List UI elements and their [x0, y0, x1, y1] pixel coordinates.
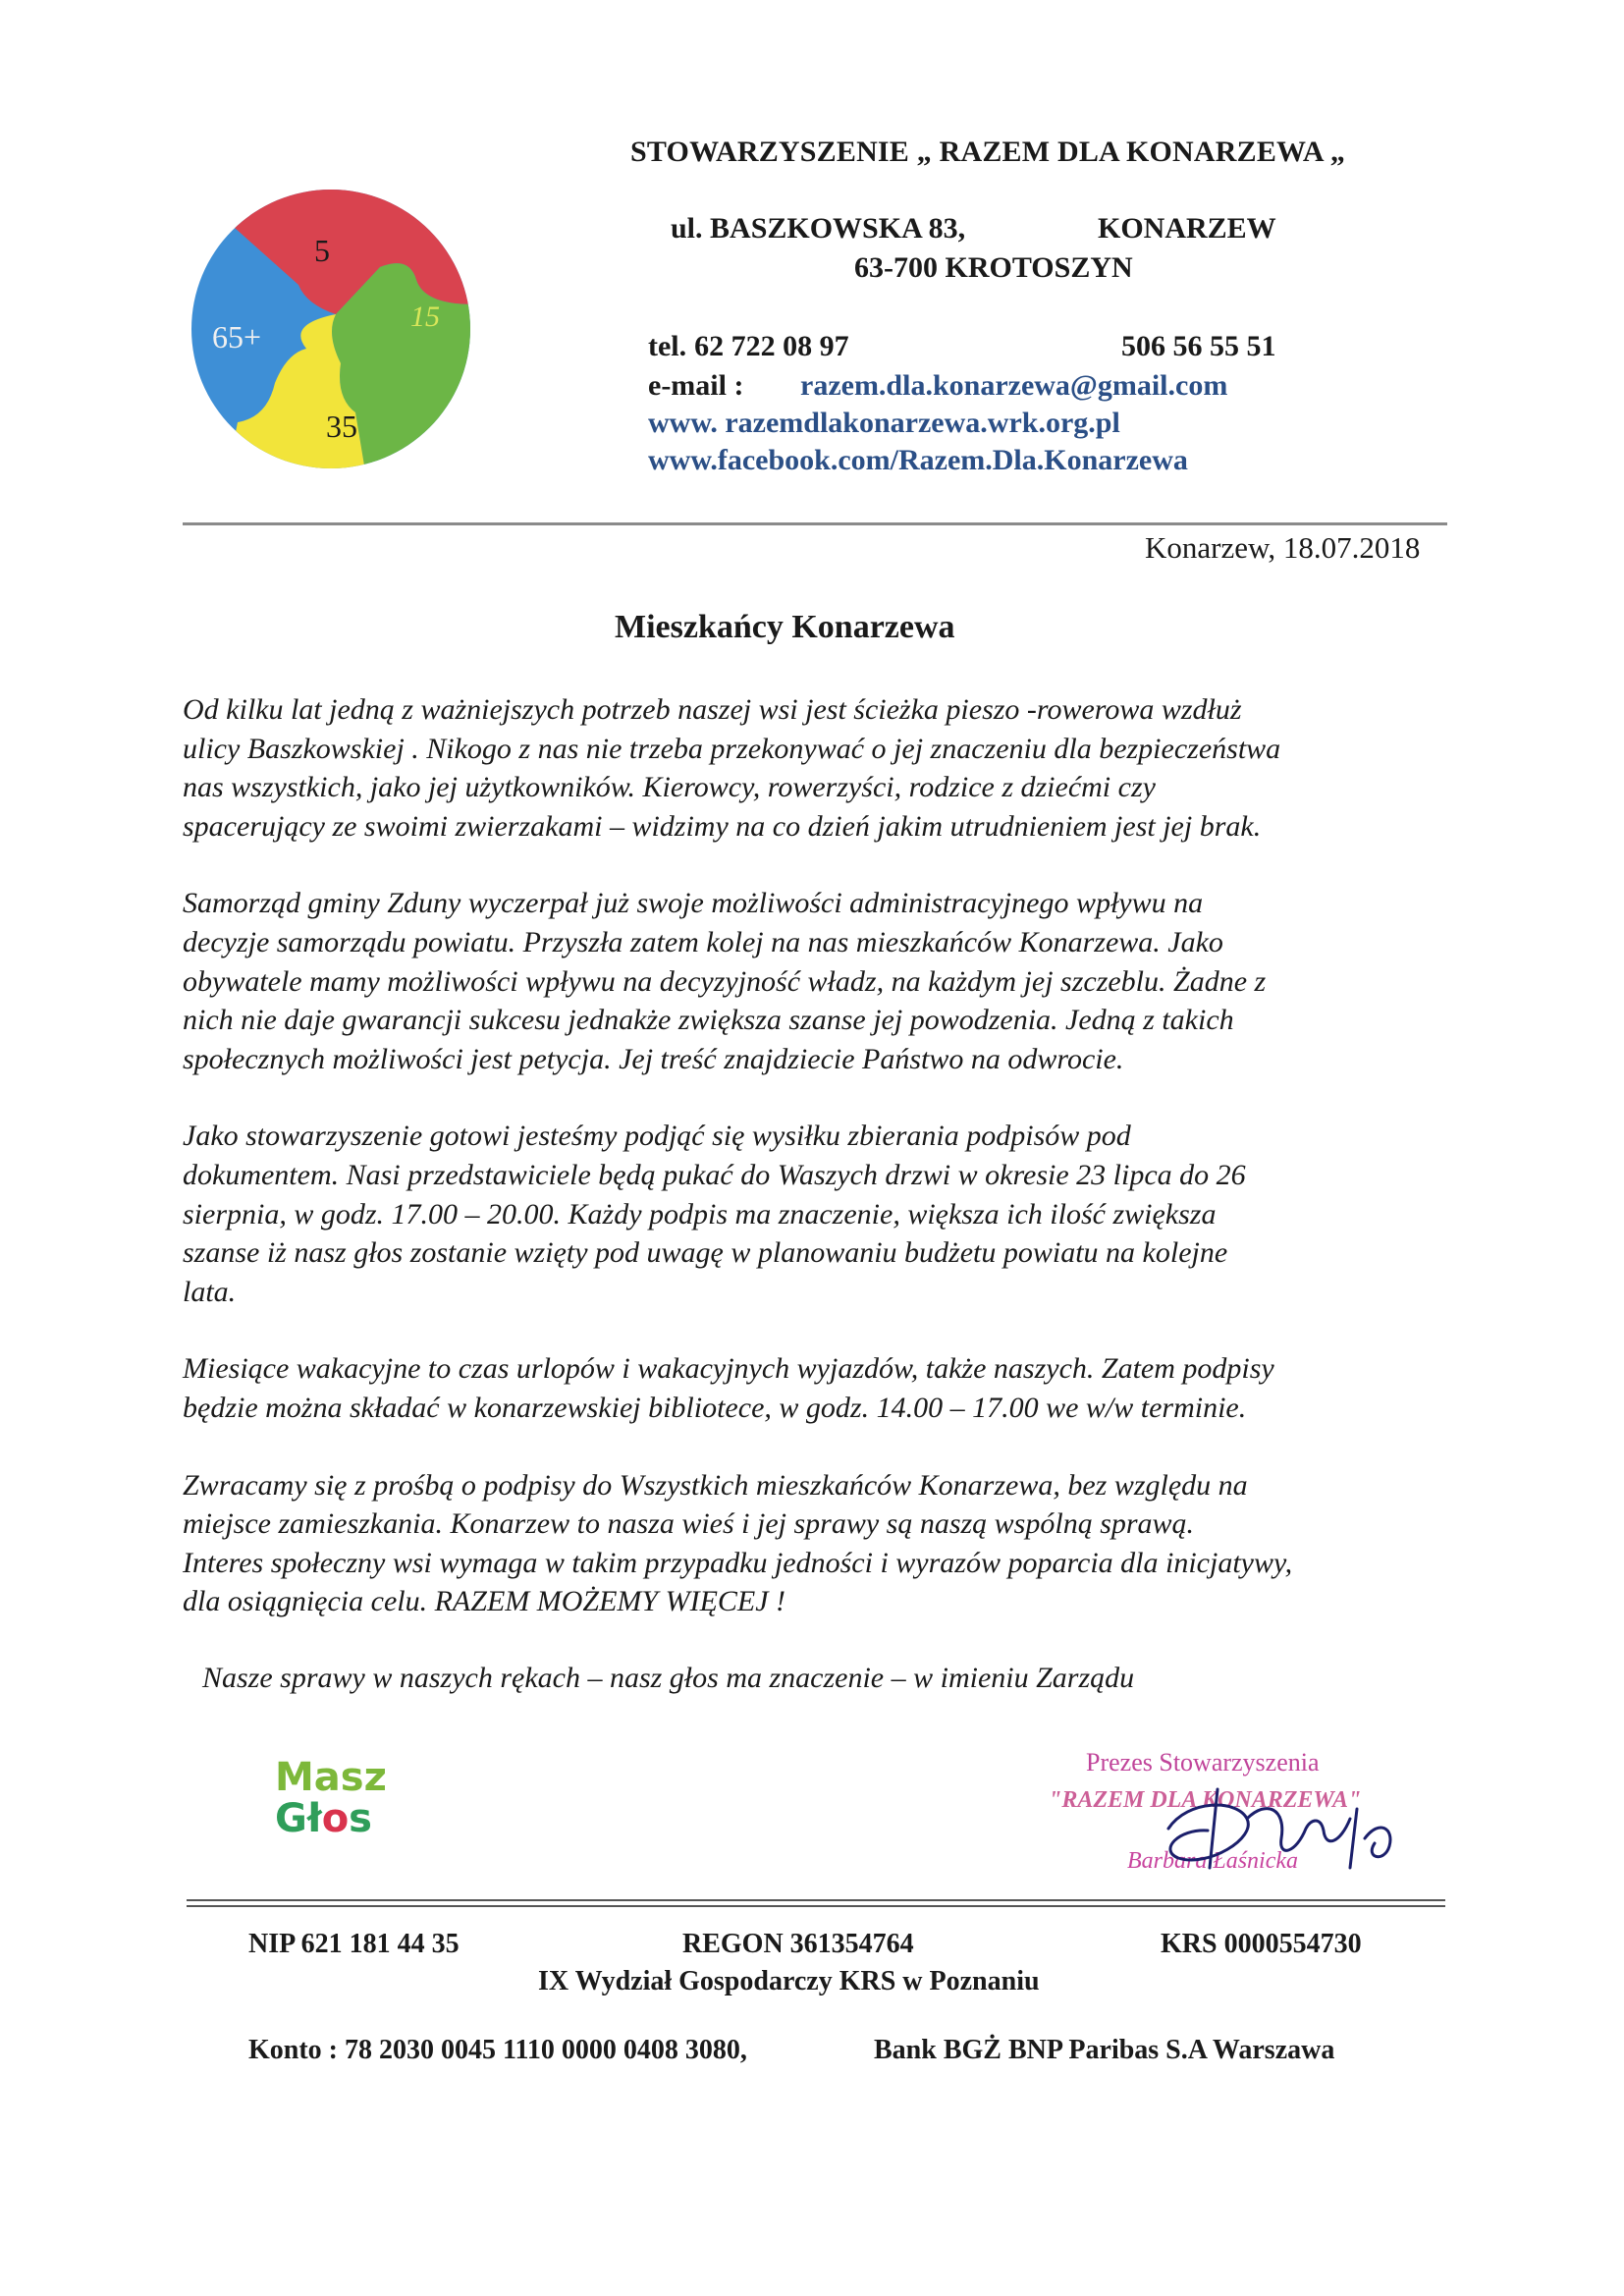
place-and-date: Konarzew, 18.07.2018	[1145, 530, 1421, 565]
facebook-link[interactable]: www.facebook.com/Razem.Dla.Konarzewa	[648, 444, 1188, 476]
website-link[interactable]: www. razemdlakonarzewa.wrk.org.pl	[648, 407, 1120, 439]
registry-court: IX Wydział Gospodarczy KRS w Poznaniu	[538, 1966, 1040, 1996]
nip-number: NIP 621 181 44 35	[248, 1929, 460, 1959]
telephone-label: tel.	[648, 330, 687, 362]
telephone-line	[648, 330, 849, 363]
email-label: e-mail :	[648, 369, 744, 402]
regon-number: REGON 361354764	[682, 1929, 914, 1959]
paragraph-5: Zwracamy się z prośbą o podpisy do Wszystkich mieszkańców Konarzewa, bez względu na miejsce zamieszkania. Konarzew to nasza wieś i jej sprawy są naszą wspólną sprawą. Interes społeczny wsi wymaga w takim przypadku jedności i wyrazów poparcia dla inicjatywy, dla osiągnięcia celu. RAZEM MOŻEMY WIĘCEJ !	[183, 1468, 1293, 1618]
bank-name: Bank BGŻ BNP Paribas S.A Warszawa	[874, 2035, 1335, 2065]
logo-label-5: 5	[314, 233, 330, 268]
association-name: STOWARZYSZENIE „ RAZEM DLA KONARZEWA „	[630, 136, 1346, 168]
stamp-person: Barbara Łaśnicka	[1127, 1848, 1298, 1874]
logo-label-15: 15	[410, 301, 440, 333]
paragraph-4: Miesiące wakacyjne to czas urlopów i wakacyjnych wyjazdów, także naszych. Zatem podpisy będzie można składać w konarzewskiej bibliotece, w godz. 14.00 – 17.00 we w/w terminie.	[183, 1352, 1274, 1424]
logo-label-35: 35	[326, 409, 357, 444]
address-postal: 63-700 KROTOSZYN	[854, 251, 1133, 284]
paragraph-1: Od kilku lat jedną z ważniejszych potrzeb naszej wsi jest ścieżka pieszo -rowerowa wzdłuż ulicy Baszkowskiej . Nikogo z nas nie trzeba przekonywać o jej znaczeniu dla bezpieczeństwa nas wszystkich, jako jej użytkowników. Kierowcy, rowerzyści, rodzice z dziećmi czy spacerujący ze swoimi zwierzakami – widzimy na co dzień jakim utrudnieniem jest jej brak.	[183, 693, 1281, 843]
bank-account: Konto : 78 2030 0045 1110 0000 0408 3080,	[248, 2035, 747, 2065]
telephone-mobile: 506 56 55 51	[1121, 330, 1276, 362]
telephone-landline: 62 722 08 97	[694, 330, 849, 362]
masz-glos-line2: Głos	[275, 1796, 372, 1841]
krs-number: KRS 0000554730	[1161, 1929, 1362, 1959]
letter-salutation: Mieszkańcy Konarzewa	[615, 609, 955, 645]
masz-glos-line1: Masz	[275, 1755, 387, 1800]
stamp-association: "RAZEM DLA KONARZEWA"	[1049, 1787, 1362, 1813]
address-street: ul. BASZKOWSKA 83,	[671, 212, 966, 245]
paragraph-2: Samorząd gminy Zduny wyczerpał już swoje możliwości administracyjnego wpływu na decyzje samorządu powiatu. Przyszła zatem kolej na nas mieszkańców Konarzewa. Jako obywatele mamy możliwości wpływu na decyzyjność władz, na każdym jej szczeblu. Żadne z nich nie daje gwarancji sukcesu jednakże zwiększa szanse jej powodzenia. Jedną z takich społecznych możliwości jest petycja. Jej treść znajdziecie Państwo na odwrocie.	[183, 887, 1267, 1075]
email-address[interactable]: razem.dla.konarzewa@gmail.com	[800, 369, 1228, 402]
letter-closing: Nasze sprawy w naszych rękach – nasz głos ma znaczenie – w imieniu Zarządu	[202, 1662, 1135, 1694]
logo-label-65: 65+	[212, 319, 262, 355]
header-divider	[183, 522, 1447, 525]
address-village: KONARZEW	[1098, 212, 1276, 245]
footer-double-rule	[187, 1899, 1445, 1911]
paragraph-3: Jako stowarzyszenie gotowi jesteśmy podjąć się wysiłku zbierania podpisów pod dokumentem. Nasi przedstawiciele będą pukać do Waszych drzwi w okresie 23 lipca do 26 sierpnia, w godz. 17.00 – 20.00. Każdy podpis ma znaczenie, większa ich ilość zwiększa szanse iż nasz głos zostanie wzięty pod uwagę w planowaniu budżetu powiatu na kolejne lata.	[183, 1120, 1246, 1308]
masz-glos-logo	[275, 1755, 403, 1842]
association-puzzle-logo	[189, 187, 473, 471]
president-stamp	[1041, 1740, 1434, 1897]
handwritten-signature	[1100, 1760, 1414, 1897]
letter-body	[183, 690, 1459, 1660]
stamp-title: Prezes Stowarzyszenia	[1086, 1748, 1320, 1777]
